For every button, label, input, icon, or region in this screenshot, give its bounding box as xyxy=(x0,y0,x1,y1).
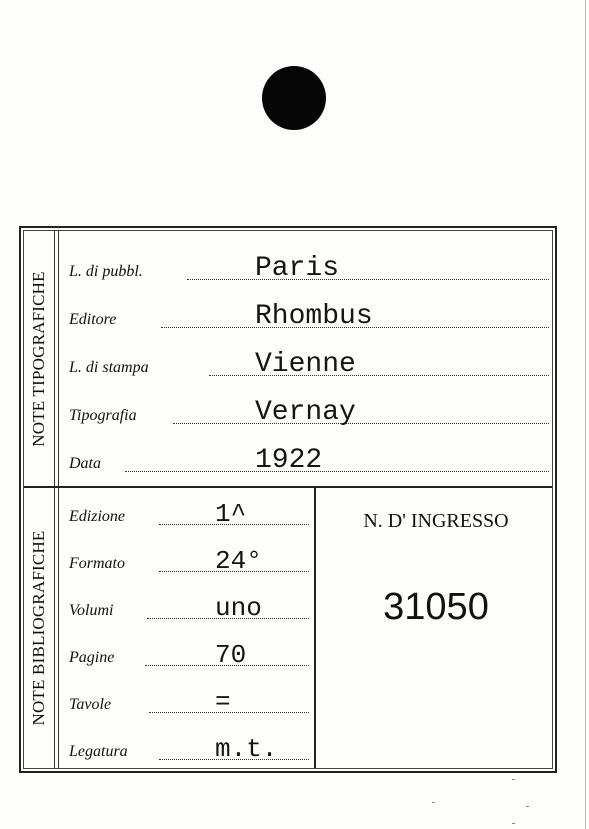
field-row-format xyxy=(69,546,309,576)
typographic-notes-side-label xyxy=(24,231,55,486)
field-value: m.t. xyxy=(215,734,278,764)
field-label: Tavole xyxy=(69,696,112,713)
dotted-line xyxy=(187,279,549,280)
scan-speck xyxy=(526,806,529,807)
bibliographic-notes-section xyxy=(24,488,552,768)
punch-hole xyxy=(262,66,326,130)
field-row-place-of-printing xyxy=(69,349,549,380)
typographic-notes-section xyxy=(24,231,552,488)
field-label: L. di pubbl. xyxy=(69,263,143,280)
bibliographic-notes-title: NOTE BIBLIOGRAFICHE xyxy=(29,530,48,726)
ingresso-number: 31050 xyxy=(383,586,489,628)
field-row-volumes xyxy=(69,593,309,623)
scan-speck xyxy=(512,779,515,780)
field-value: uno xyxy=(215,593,262,623)
field-label: Pagine xyxy=(69,649,115,666)
field-value: Rhombus xyxy=(255,301,373,332)
field-value: 70 xyxy=(215,640,247,670)
field-label: Legatura xyxy=(69,743,128,760)
scan-speck xyxy=(432,802,435,803)
field-value: Vernay xyxy=(255,397,356,428)
ingresso-label: N. D' INGRESSO xyxy=(363,510,509,532)
field-value: Vienne xyxy=(255,349,356,380)
paper-edge-line xyxy=(585,0,586,829)
typographic-notes-title: NOTE TIPOGRAFICHE xyxy=(29,270,48,447)
bibliographic-notes-side-label xyxy=(24,488,55,768)
field-row-binding xyxy=(69,734,309,764)
scan-speck xyxy=(512,823,515,824)
field-row-edition xyxy=(69,499,309,529)
field-label: Formato xyxy=(69,555,125,572)
field-value: 1922 xyxy=(255,445,323,476)
field-row-plates xyxy=(69,687,309,717)
field-value: = xyxy=(215,687,231,717)
field-row-place-of-publication xyxy=(69,253,549,284)
field-row-publisher xyxy=(69,301,549,332)
dotted-line xyxy=(173,423,549,424)
field-value: 24° xyxy=(215,546,262,576)
field-row-pages xyxy=(69,640,309,670)
field-row-printer xyxy=(69,397,549,428)
field-value: 1^ xyxy=(215,499,247,529)
catalog-card xyxy=(19,226,557,773)
field-label: Data xyxy=(69,455,101,472)
field-row-date xyxy=(69,445,549,476)
dotted-line xyxy=(125,471,549,472)
field-label: L. di stampa xyxy=(69,359,149,376)
field-label: Editore xyxy=(69,311,117,328)
field-value: Paris xyxy=(255,253,340,284)
card-inner-frame xyxy=(23,230,553,769)
field-label: Tipografia xyxy=(69,407,137,424)
field-label: Edizione xyxy=(69,508,125,525)
field-label: Volumi xyxy=(69,602,114,619)
